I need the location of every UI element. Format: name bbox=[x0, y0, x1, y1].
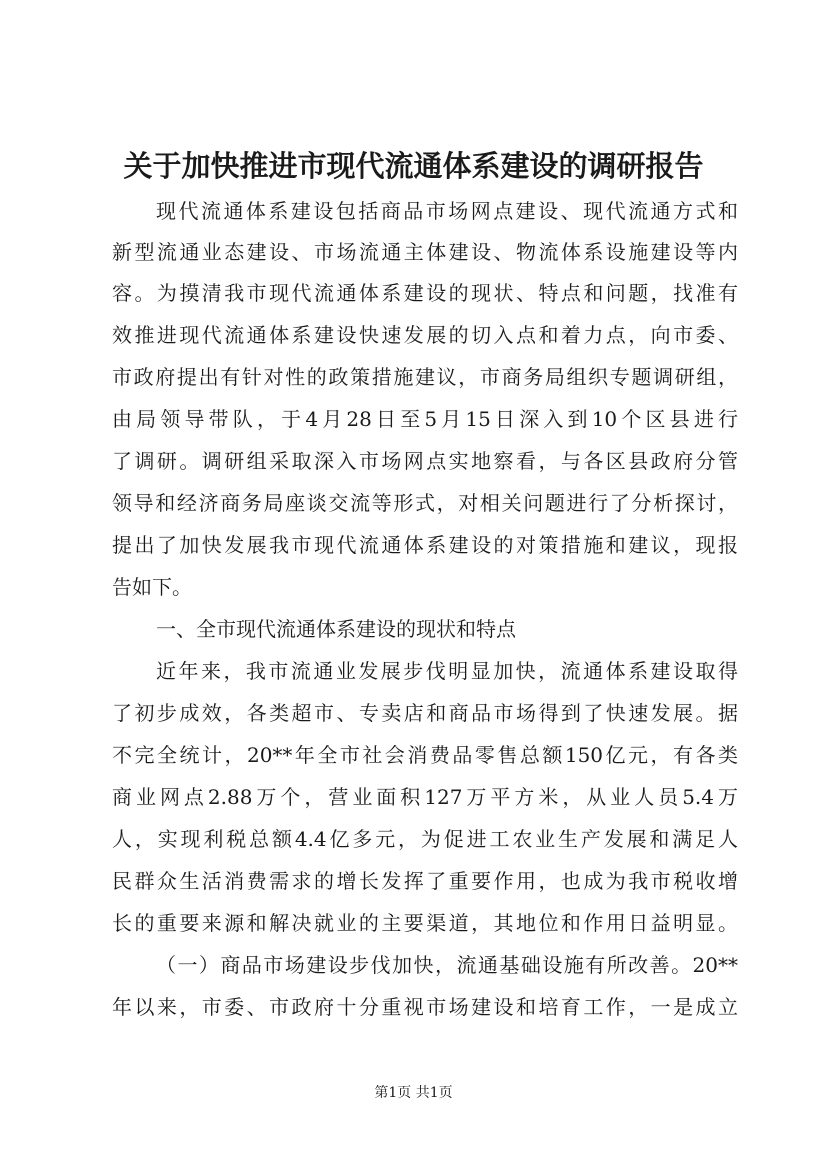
paragraph-line: 年以来，市委、市政府十分重视市场建设和培育工作，一是成立 bbox=[112, 995, 738, 1019]
paragraph-line: 人，实现利税总额4.4亿多元，为促进工农业生产发展和满足人 bbox=[112, 827, 738, 851]
paragraph-line: 效推进现代流通体系建设快速发展的切入点和着力点，向市委、 bbox=[112, 323, 738, 347]
paragraph-line: 了初步成效，各类超市、专卖店和商品市场得到了快速发展。据 bbox=[112, 701, 738, 725]
paragraph-line: 市政府提出有针对性的政策措施建议，市商务局组织专题调研组， bbox=[112, 365, 738, 389]
paragraph-line: 长的重要来源和解决就业的主要渠道，其地位和作用日益明显。 bbox=[112, 911, 738, 935]
paragraph-line: 不完全统计，20**年全市社会消费品零售总额150亿元，有各类 bbox=[112, 743, 738, 767]
paragraph-line: 商业网点2.88万个，营业面积127万平方米，从业人员5.4万 bbox=[112, 785, 738, 809]
paragraph-line: 近年来，我市流通业发展步伐明显加快，流通体系建设取得 bbox=[156, 659, 738, 683]
paragraph-line: 了调研。调研组采取深入市场网点实地察看，与各区县政府分管 bbox=[112, 449, 738, 473]
paragraph-line: 新型流通业态建设、市场流通主体建设、物流体系设施建设等内 bbox=[112, 240, 738, 264]
paragraph-line: 告如下。 bbox=[112, 575, 192, 599]
paragraph-line: 现代流通体系建设包括商品市场网点建设、现代流通方式和 bbox=[156, 199, 738, 223]
document-title: 关于加快推进市现代流通体系建设的调研报告 bbox=[123, 149, 704, 183]
paragraph-line: 民群众生活消费需求的增长发挥了重要作用，也成为我市税收增 bbox=[112, 869, 738, 893]
paragraph-line: 容。为摸清我市现代流通体系建设的现状、特点和问题，找准有 bbox=[112, 281, 738, 305]
page-number-footer: 第1页 共1页 bbox=[374, 1085, 453, 1101]
paragraph-line: 领导和经济商务局座谈交流等形式，对相关问题进行了分析探讨， bbox=[112, 491, 738, 515]
paragraph-line: 提出了加快发展我市现代流通体系建设的对策措施和建议，现报 bbox=[112, 533, 738, 557]
section-heading: 一、全市现代流通体系建设的现状和特点 bbox=[156, 617, 516, 641]
paragraph-line: 由局领导带队，于4月28日至5月15日深入到10个区县进行 bbox=[112, 407, 738, 431]
subsection-heading-line: （一）商品市场建设步伐加快，流通基础设施有所改善。20** bbox=[156, 953, 738, 977]
